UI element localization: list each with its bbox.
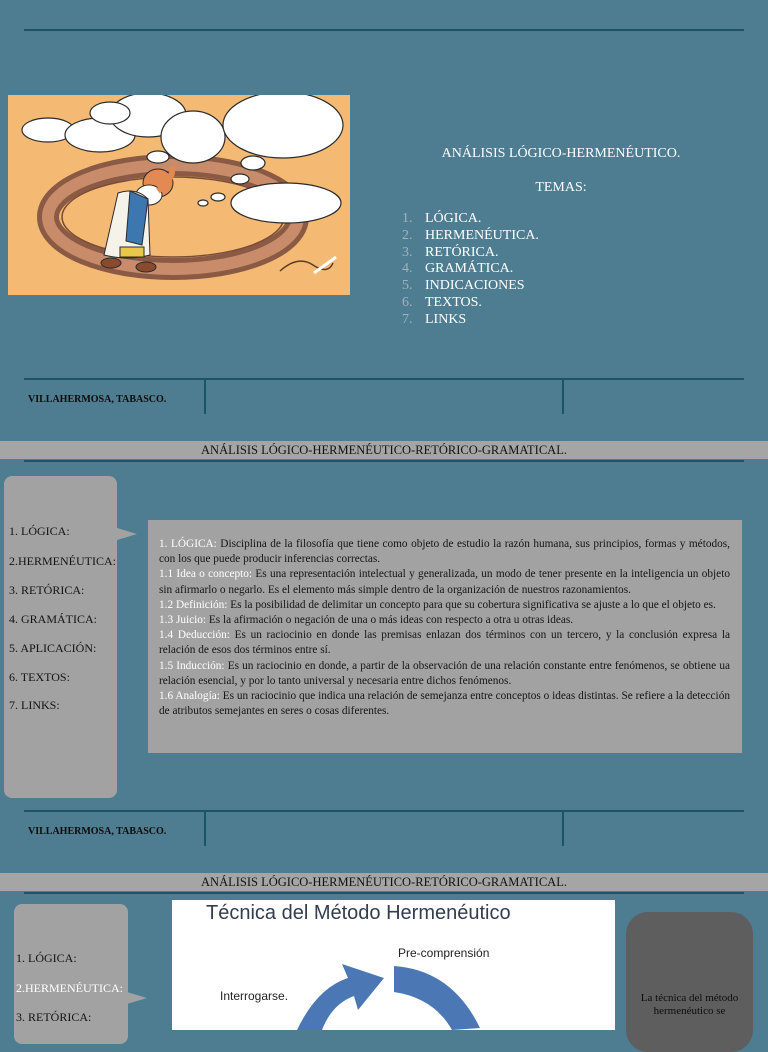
definition-term: 1.5 Inducción: — [159, 659, 225, 672]
menu-item-gramatica[interactable]: 4. GRAMÁTICA: — [9, 612, 98, 626]
definition-term: 1.6 Analogía: — [159, 690, 220, 703]
menu-item-hermeneutica[interactable]: 2.HERMENÉUTICA: — [16, 981, 123, 995]
temas-item-label: HERMENÉUTICA. — [425, 227, 539, 243]
temas-item[interactable] — [402, 295, 539, 312]
temas-item-number: 5. — [402, 278, 413, 294]
footer-divider — [562, 812, 564, 846]
temas-item-number: 2. — [402, 227, 413, 243]
temas-item[interactable] — [402, 211, 539, 228]
side-note-panel — [626, 912, 753, 1052]
definition-term: 1.3 Juicio: — [159, 614, 207, 627]
temas-list — [402, 211, 539, 329]
temas-item-label: GRAMÁTICA. — [425, 261, 514, 277]
footer-divider — [204, 812, 206, 846]
slide3-topic-menu — [14, 904, 128, 1044]
menu-item-textos[interactable]: 6. TEXTOS: — [9, 670, 70, 684]
diagram-title: Técnica del Método Hermenéutico — [206, 902, 511, 924]
definition-paragraph — [159, 659, 730, 689]
temas-item[interactable] — [402, 261, 539, 278]
menu-item-retorica[interactable]: 3. RETÓRICA: — [16, 1010, 92, 1024]
footer-location: VILLAHERMOSA, TABASCO. — [28, 826, 167, 837]
definition-term: 1.1 Idea o concepto: — [159, 568, 253, 581]
footer-divider — [562, 380, 564, 414]
definition-paragraph — [159, 598, 730, 613]
definition-text: Es la afirmación o negación de una o más ideas con respecto a otra u otras ideas. — [206, 614, 574, 627]
footer-location: VILLAHERMOSA, TABASCO. — [28, 394, 167, 405]
temas-item[interactable] — [402, 312, 539, 329]
menu-item-retorica[interactable]: 3. RETÓRICA: — [9, 583, 85, 597]
menu-pointer-arrow — [117, 528, 137, 540]
temas-item-label: INDICACIONES — [425, 278, 525, 294]
footer-divider — [204, 380, 206, 414]
definition-paragraph — [159, 567, 730, 597]
hermeneutic-method-diagram — [172, 900, 615, 1030]
temas-item-number: 1. — [402, 211, 413, 226]
definition-text: Es un raciocinio en donde las premisas enlazan dos términos con un tercero, y la conclusión expresa la relación de esos dos términos entre sí. — [159, 629, 730, 657]
slide2-topic-menu — [4, 476, 117, 798]
definition-text: Es un raciocinio que indica una relación de semejanza entre conceptos o ideas distintas. Se refiere a la detección de atributos semejantes en seres o cosas diferentes. — [159, 690, 730, 718]
definition-term: 1. LÓGICA: — [159, 538, 217, 550]
definition-term: 1.2 Definición: — [159, 598, 228, 611]
definition-text: Disciplina de la filosofía que tiene como objeto de estudio la razón humana, sus principios, formas y métodos, con los que puede producir inferencias correctas. — [159, 538, 731, 566]
diagram-label-precomprension: Pre-comprensión — [398, 946, 490, 960]
footer-rule — [24, 378, 744, 380]
top-rule — [24, 29, 744, 31]
slide3-banner: ANÁLISIS LÓGICO-HERMENÉUTICO-RETÓRICO-GRAMATICAL. — [0, 873, 768, 891]
cycle-arrows-icon — [172, 900, 615, 1030]
definition-paragraph — [159, 628, 730, 658]
temas-item-label: RETÓRICA. — [425, 244, 499, 260]
temas-item-number: 6. — [402, 294, 413, 310]
definition-text: Es un raciocinio en donde, a partir de la observación de una relación constante entre fenómenos, se obtiene ua relación esencial, y por lo tanto universal y necesaria entre dichos fenómenos. — [159, 659, 730, 687]
menu-item-logica[interactable]: 1. LÓGICA: — [16, 951, 77, 965]
definition-text: Es una representación intelectual y generalizada, un modo de tener presente en la inteligencia un objeto sin afirmarlo o negarlo. Es el elemento más simple dentro de la organización de nuestros razonamientos. — [159, 568, 730, 596]
slide2-banner: ANÁLISIS LÓGICO-HERMENÉUTICO-RETÓRICO-GRAMATICAL. — [0, 441, 768, 459]
temas-item-label: LINKS — [425, 311, 467, 327]
definition-term: 1.4 Deducción: — [159, 629, 230, 642]
temas-item-number: 3. — [402, 244, 413, 260]
definition-paragraph — [159, 537, 730, 567]
banner-rule — [24, 460, 744, 462]
footer-rule — [24, 810, 744, 812]
menu-item-aplicacion[interactable]: 5. APLICACIÓN: — [9, 641, 97, 655]
temas-item[interactable] — [402, 228, 539, 245]
temas-item-label: TEXTOS. — [425, 294, 482, 310]
temas-item-number: 7. — [402, 311, 413, 327]
banner-rule — [24, 892, 744, 894]
definition-paragraph — [159, 613, 730, 628]
definition-paragraph — [159, 689, 730, 719]
thinker-illustration — [8, 95, 350, 295]
side-note-text: La técnica del método hermenéutico se — [640, 992, 739, 1017]
diagram-label-interrogarse: Interrogarse. — [220, 989, 289, 1003]
temas-item[interactable] — [402, 278, 539, 295]
menu-item-links[interactable]: 7. LINKS: — [9, 698, 60, 712]
menu-pointer-arrow — [127, 992, 147, 1004]
logica-content-panel — [148, 520, 742, 753]
temas-item[interactable] — [402, 245, 539, 262]
temas-item-number: 4. — [402, 261, 413, 277]
definition-text: Es la posibilidad de delimitar un concepto para que su cobertura significativa se ajuste a lo que el objeto es. — [227, 598, 716, 611]
slide1-title: ANÁLISIS LÓGICO-HERMENÉUTICO. — [441, 146, 681, 161]
menu-item-logica[interactable]: 1. LÓGICA: — [9, 524, 70, 538]
menu-item-hermeneutica[interactable]: 2.HERMENÉUTICA: — [9, 554, 116, 568]
temas-heading: TEMAS: — [535, 180, 587, 195]
temas-item-label: LÓGICA. — [425, 211, 482, 226]
